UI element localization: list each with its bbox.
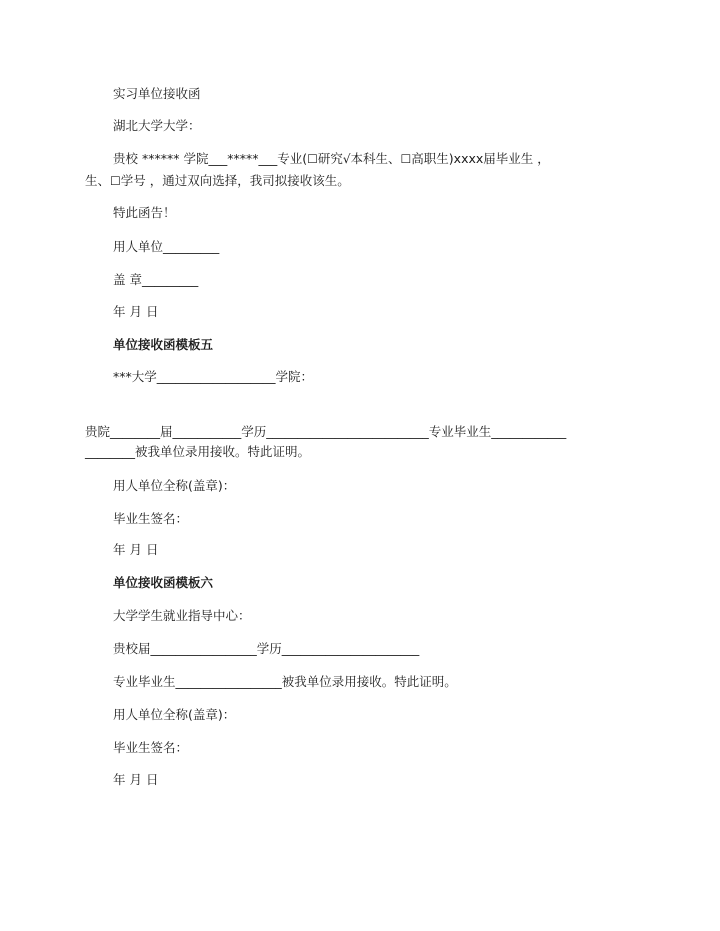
section3-line1: 贵校届_________________学历______________________	[113, 641, 420, 656]
checkmark-icon: √	[342, 152, 351, 166]
section2-addressee: ***大学___________________学院：	[113, 369, 314, 384]
section1-addressee: 湖北大学大学：	[113, 118, 201, 133]
section3-addressee: 大学学生就业指导中心：	[113, 608, 251, 623]
section1-body-line1	[113, 151, 550, 167]
section2-employer: 用人单位全称(盖章)：	[113, 478, 236, 493]
section3-date: 年 月 日	[113, 772, 159, 787]
section3-line2: 专业毕业生_________________被我单位录用接收。特此证明。	[113, 674, 457, 689]
body-line1-prefix: 贵校 ****** 学院___*****___专业(	[113, 151, 308, 166]
section1-employer: 用人单位_________	[113, 239, 220, 254]
section1-body-line2	[85, 173, 350, 189]
checkbox-icon: ☐	[110, 174, 121, 188]
section2-date: 年 月 日	[113, 542, 159, 557]
body-line1-option-research: 研究	[317, 151, 343, 166]
body-line1-option-vocational: 高职生)xxxx届毕业生 ，	[411, 151, 550, 166]
section1-date: 年 月 日	[113, 304, 159, 319]
section2-body-line2: ________被我单位录用接收。特此证明。	[85, 444, 311, 459]
section3-heading: 单位接收函模板六	[113, 575, 214, 590]
body-line1-option-undergrad: 本科生、	[350, 151, 401, 166]
checkbox-icon: ☐	[307, 152, 318, 166]
section1-closing: 特此函告！	[113, 205, 176, 220]
section3-signature: 毕业生签名：	[113, 740, 189, 755]
section3-employer: 用人单位全称(盖章)：	[113, 707, 236, 722]
body-line2-suffix: 学号 ，通过双向选择，我司拟接收该生。	[120, 173, 350, 188]
section2-body-line1: 贵院________届___________学历__________________________专业毕业生____________	[85, 424, 567, 439]
checkbox-icon: ☐	[400, 152, 412, 166]
section2-heading: 单位接收函模板五	[113, 337, 214, 352]
section1-title: 实习单位接收函	[113, 86, 201, 101]
section1-seal: 盖 章_________	[113, 272, 199, 287]
section2-signature: 毕业生签名：	[113, 511, 189, 526]
body-line2-prefix: 生、	[85, 173, 111, 188]
